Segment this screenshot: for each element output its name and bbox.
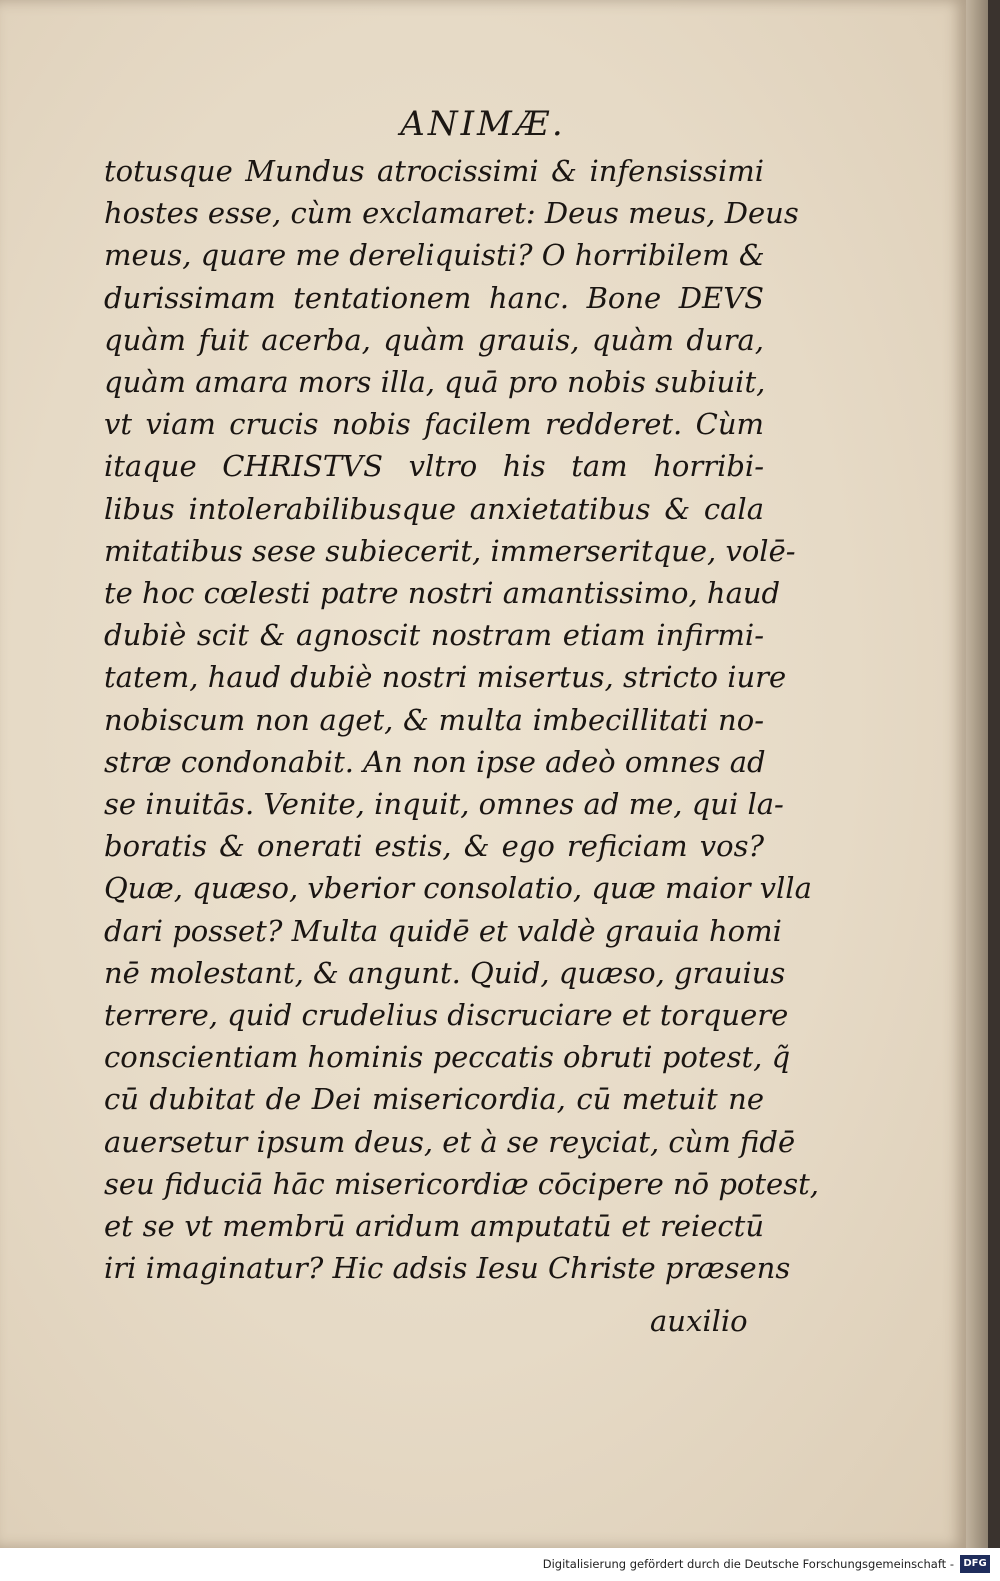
- text-line: nē molestant, & angunt. Quid, quæso, grauius: [104, 955, 786, 990]
- text-line: tatem, haud dubiè nostri misertus, stricto iure: [104, 660, 787, 695]
- text-line: durissimam tentationem hanc. Bone DEVS: [104, 280, 764, 315]
- text-line: seu fiduciā hāc misericordiæ cōcipere nō potest,: [104, 1166, 819, 1201]
- text-line: mitatibus sese subiecerit, immerseritque, volē-: [104, 533, 796, 568]
- text-line: quàm amara mors illa, quā pro nobis subiuit,: [104, 365, 766, 400]
- text-line: libus intolerabilibusque anxietatibus & cala: [104, 491, 764, 526]
- text-line: hostes esse, cùm exclamaret: Deus meus, Deus: [104, 196, 799, 231]
- text-line: conscientiam hominis peccatis obruti potest, q̃: [104, 1040, 791, 1075]
- text-line: auersetur ipsum deus, et à se reyciat, cùm fidē: [104, 1124, 796, 1159]
- body-text: [104, 150, 819, 1289]
- text-line: totusque Mundus atrocissimi & infensissimi: [104, 154, 764, 188]
- running-head: ANIMÆ.: [400, 104, 566, 144]
- dfg-logo: DFG: [960, 1555, 990, 1573]
- footer-credit: Digitalisierung gefördert durch die Deutsche Forschungsgemeinschaft -: [542, 1557, 954, 1571]
- text-line: te hoc cœlesti patre nostri amantissimo, haud: [104, 576, 781, 611]
- text-line: cū dubitat de Dei misericordia, cū metuit ne: [104, 1082, 764, 1117]
- catchword: auxilio: [650, 1304, 748, 1338]
- digitization-footer: [0, 1548, 1000, 1581]
- text-line: vt viam crucis nobis facilem redderet. Cùm: [104, 407, 764, 442]
- text-line: iri imaginatur? Hic adsis Iesu Christe præsens: [104, 1251, 791, 1286]
- text-line: quàm fuit acerba, quàm grauis, quàm dura,: [104, 322, 764, 357]
- text-line: boratis & onerati estis, & ego reficiam vos?: [104, 829, 764, 864]
- text-line: terrere, quid crudelius discruciare et torquere: [104, 998, 789, 1033]
- text-line: meus, quare me dereliquisti? O horribilem &: [104, 238, 765, 273]
- text-line: Quæ, quæso, vberior consolatio, quæ maior vlla: [104, 871, 812, 906]
- text-line: itaque CHRISTVS vltro his tam horribi-: [104, 449, 764, 484]
- text-line: dubiè scit & agnoscit nostram etiam infirmi-: [104, 618, 764, 653]
- text-line: nobiscum non aget, & multa imbecillitati no-: [104, 702, 764, 737]
- text-line: stræ condonabit. An non ipse adeò omnes ad: [104, 744, 766, 779]
- text-line: et se vt membrū aridum amputatū et reiectū: [104, 1209, 764, 1244]
- text-line: dari posset? Multa quidē et valdè grauia homi: [104, 913, 782, 948]
- text-line: se inuitās. Venite, inquit, omnes ad me, qui la-: [104, 787, 784, 822]
